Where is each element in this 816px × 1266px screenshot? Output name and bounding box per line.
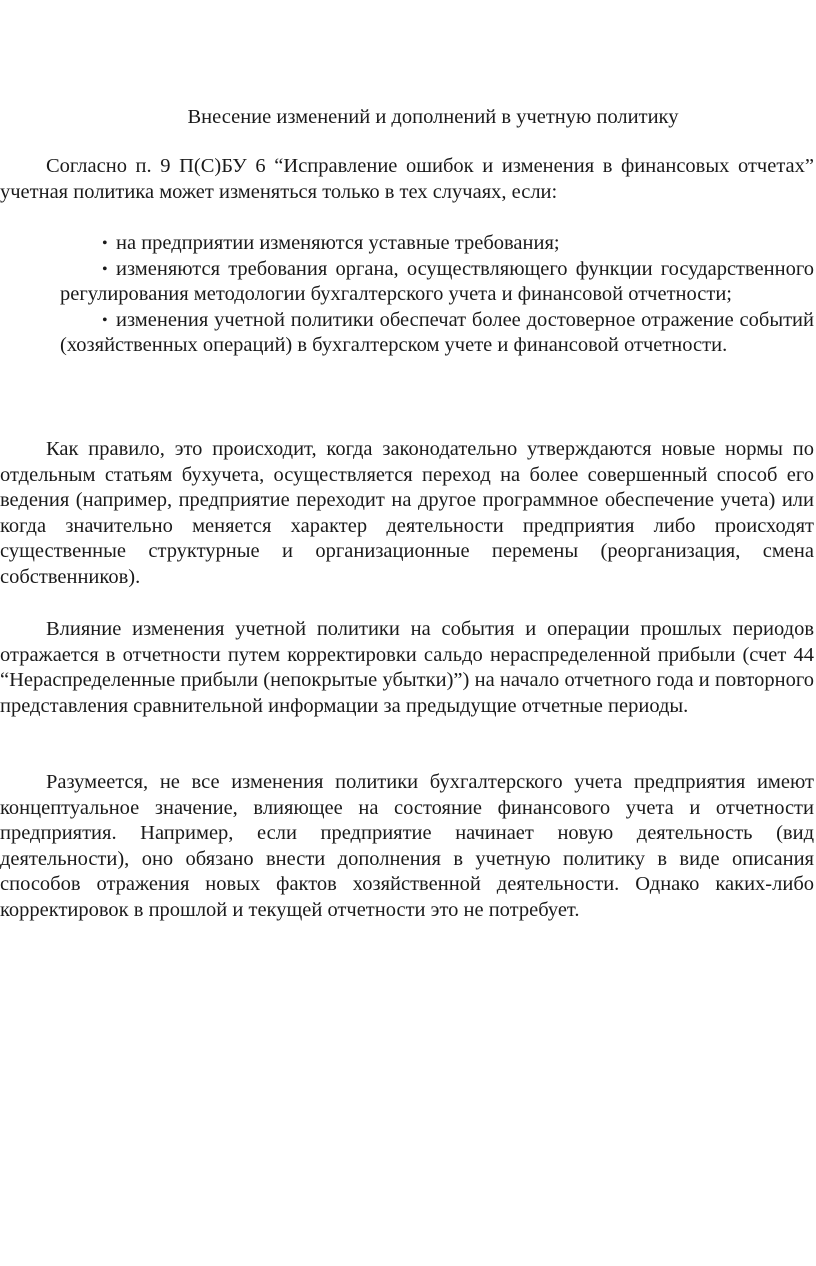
list-item-text: изменения учетной политики обеспечат более достоверное отражение событий (хозяйственных операций) в бухгалтерском учете и финансовой отчетности. <box>60 308 814 356</box>
bullet-icon: • <box>102 235 108 252</box>
conditions-list <box>60 231 814 359</box>
bullet-icon: • <box>102 311 108 329</box>
list-item <box>60 231 814 257</box>
bullet-icon: • <box>102 260 108 278</box>
document-title: Внесение изменений и дополнений в учетную политику <box>187 106 679 128</box>
paragraph-conceptual: Разумеется, не все изменения политики бухгалтерского учета предприятия имеют концептуальное значение, влияющее на состояние финансового учета и отчетности предприятия. Например, если предприятие начинает новую деятельность (вид деятельности), оно обязано внести дополнения в учетную политику в виде описания способов отражения новых фактов хозяйственной деятельности. Однако каких-либо корректировок в прошлой и текущей отчетности это не потребует. <box>0 771 814 921</box>
list-item <box>60 257 814 308</box>
list-item <box>60 308 814 359</box>
intro-paragraph: Согласно п. 9 П(С)БУ 6 “Исправление ошибок и изменения в финансовых отчетах” учетная политика может изменяться только в тех случаях, если: <box>0 155 814 203</box>
paragraph-influence: Влияние изменения учетной политики на события и операции прошлых периодов отражается в отчетности путем корректировки сальдо нераспределенной прибыли (счет 44 “Нераспределенные прибыли (непокрытые убытки)”) на начало отчетного года и повторного представления сравнительной информации за предыдущие отчетные периоды. <box>0 618 814 717</box>
paragraph-typical-cases: Как правило, это происходит, когда законодательно утверждаются новые нормы по отдельным статьям бухучета, осуществляется переход на более совершенный способ его ведения (например, предприятие переходит на другое программное обеспечение учета) или когда значительно меняется характер деятельности предприятия либо происходят существенные структурные и организационные перемены (реорганизация, смена собственников). <box>0 438 814 588</box>
list-item-text: изменяются требования органа, осуществляющего функции государственного регулирования методологии бухгалтерского учета и финансовой отчетности; <box>60 257 814 305</box>
list-item-text: на предприятии изменяются уставные требования; <box>116 232 560 254</box>
